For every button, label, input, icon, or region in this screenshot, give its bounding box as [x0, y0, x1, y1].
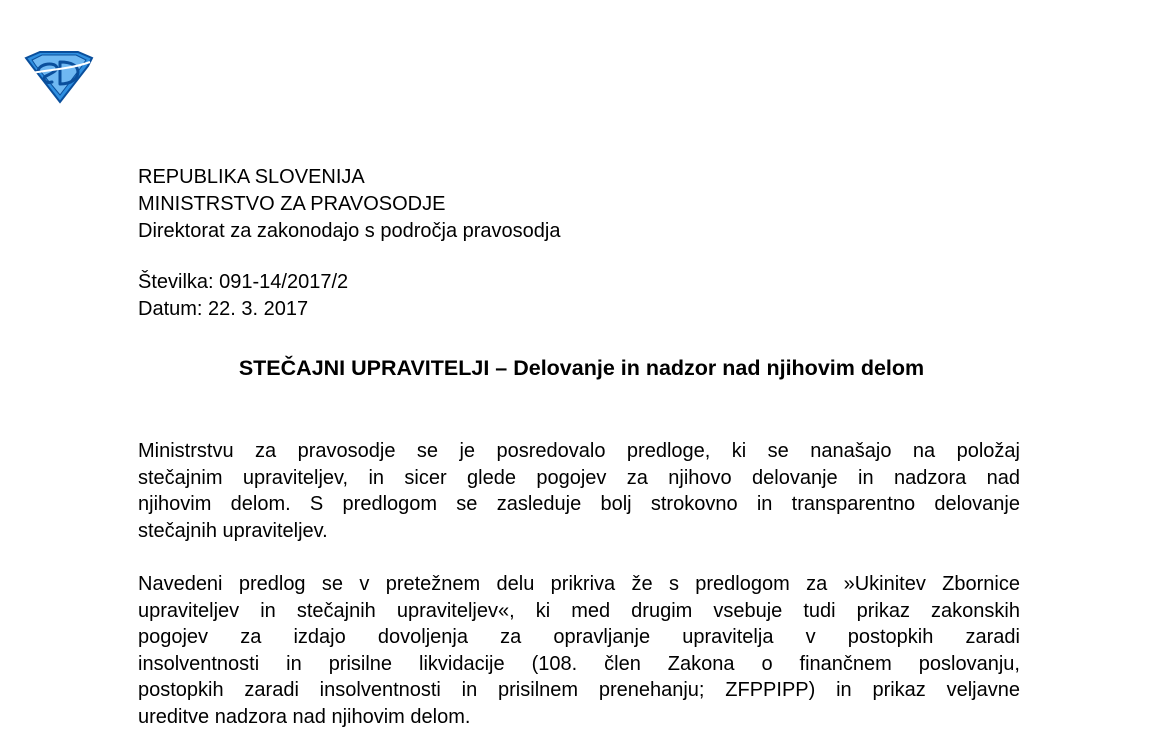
- republic-name: REPUBLIKA SLOVENIJA: [138, 166, 365, 188]
- paragraph-line: stečajnih upraviteljev.: [138, 519, 328, 542]
- paragraph-line: Ministrstvu za pravosodje se je posredovalo predloge, ki se nanašajo na položaj: [138, 440, 1020, 462]
- ministry-name: MINISTRSTVO ZA PRAVOSODJE: [138, 193, 446, 215]
- paragraph-line: njihovim delom. S predlogom se zasleduje bolj strokovno in transparentno delovanje: [138, 493, 1020, 515]
- paragraph-1: [138, 438, 1020, 544]
- directorate-name: Direktorat za zakonodajo s področja pravosodja: [138, 220, 561, 242]
- header-block: [138, 164, 1020, 323]
- paragraph-line: ureditve nadzora nad njihovim delom.: [138, 705, 471, 728]
- paragraph-line: stečajnim upraviteljev, in sicer glede pogojev za njihovo delovanje in nadzora nad: [138, 466, 1020, 489]
- logo-shield-icon: [22, 48, 96, 104]
- paragraph-line: Navedeni predlog se v pretežnem delu prikriva že s predlogom za »Ukinitev Zbornice: [138, 573, 1020, 595]
- paragraph-line: upraviteljev in stečajnih upraviteljev«, ki med drugim vsebuje tudi prikaz zakonskih: [138, 599, 1020, 622]
- coat-of-arms-logo: [22, 48, 96, 104]
- paragraph-2: [138, 571, 1020, 730]
- paragraph-line: postopkih zaradi insolventnosti in prisilnem prenehanju; ZFPPIPP) in prikaz veljavne: [138, 679, 1020, 701]
- document-title: STEČAJNI UPRAVITELJI – Delovanje in nadzor nad njihovim delom: [238, 356, 925, 380]
- document-date: Datum: 22. 3. 2017: [138, 298, 309, 320]
- paragraph-line: pogojev za izdajo dovoljenja za opravljanje upravitelja v postopkih zaradi: [138, 626, 1020, 648]
- document-number: Številka: 091-14/2017/2: [138, 271, 349, 293]
- paragraph-line: insolventnosti in prisilne likvidacije (108. člen Zakona o finančnem poslovanju,: [138, 652, 1020, 675]
